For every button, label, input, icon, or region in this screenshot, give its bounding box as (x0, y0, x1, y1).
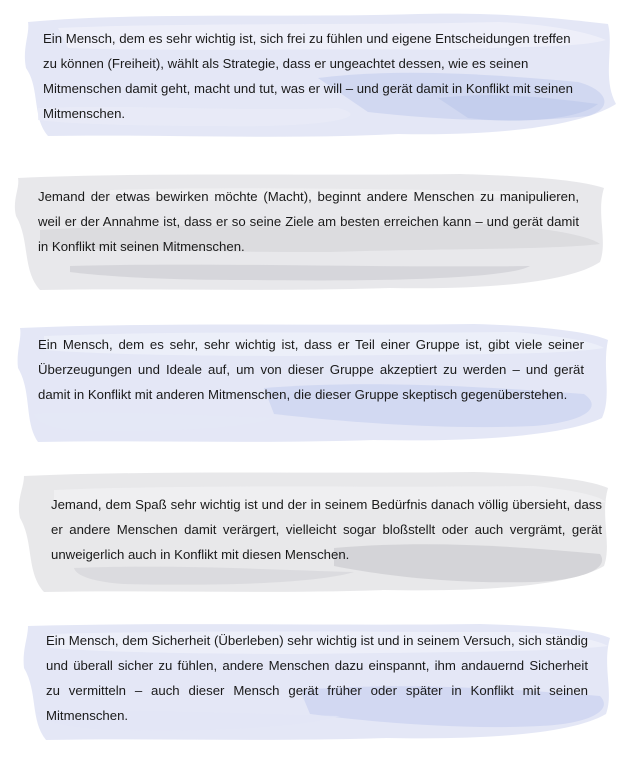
paragraph-text: Jemand, dem Spaß sehr wichtig ist und der in seinem Bedürfnis danach völlig übersieht, dass er andere Menschen damit verärgert, vielleicht sogar bloßstellt oder auch vergrämt, gerät unweigerlich auch in Konflikt mit diesen Menschen. (51, 497, 602, 562)
paragraph-text: Jemand der etwas bewirken möchte (Macht), beginnt andere Menschen zu manipulieren, weil er der Annahme ist, dass er so seine Ziele am besten erreichen kann – und gerät damit in Konflikt mit seinen Mitmenschen. (38, 189, 579, 254)
paragraph-block-macht (10, 170, 610, 295)
paragraph-block-spass (14, 468, 614, 596)
paragraph-block-sicherheit (20, 620, 616, 744)
paragraph-block-zugehoerigkeit (14, 318, 614, 446)
paragraph-block-freiheit (18, 8, 619, 144)
paragraph-text: Ein Mensch, dem Sicherheit (Überleben) sehr wichtig ist und in seinem Versuch, sich ständig und überall sicher zu fühlen, andere Menschen dazu einspannt, ihm andauernd Sicherheit zu vermitteln – auch dieser Mensch gerät früher oder später in Konflikt mit seinen Mitmenschen. (46, 633, 588, 723)
paragraph-text: Ein Mensch, dem es sehr wichtig ist, sich frei zu fühlen und eigene Entscheidungen treffen zu können (Freiheit), wählt als Strategie, dass er ungeachtet dessen, wie es seinen Mitmenschen damit geht, macht und tut, was er will – und gerät damit in Konflikt mit seinen Mitmenschen. (43, 31, 573, 121)
paragraph-text: Ein Mensch, dem es sehr, sehr wichtig ist, dass er Teil einer Gruppe ist, gibt viele seiner Überzeugungen und Ideale auf, um von dieser Gruppe akzeptiert zu werden – und gerät damit in Konflikt mit anderen Mitmenschen, die dieser Gruppe skeptisch gegenüberstehen. (38, 337, 584, 402)
